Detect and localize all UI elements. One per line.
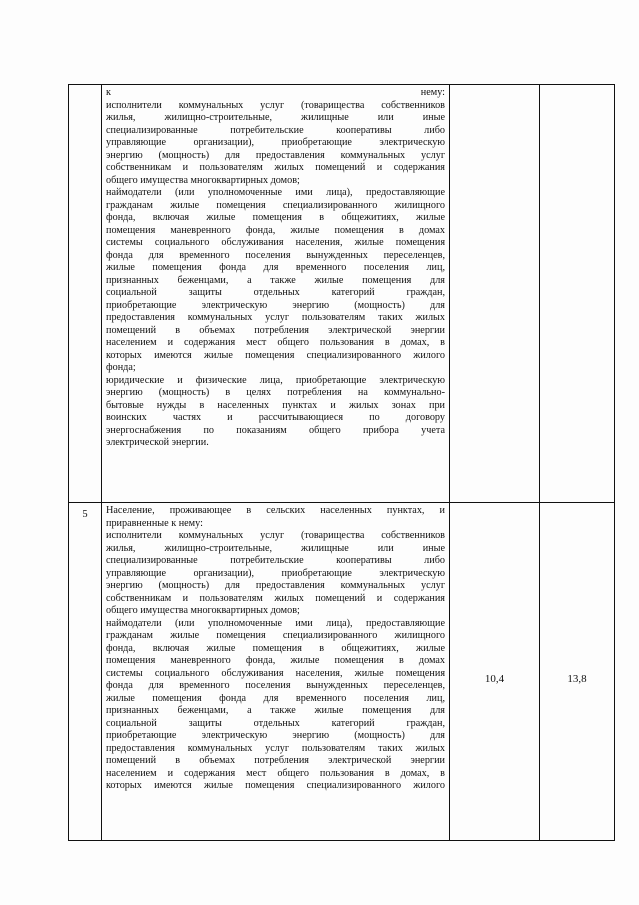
text-line: фонда для временного поселения вынужденных переселенцев, [106, 680, 445, 691]
text-line: собственникам и пользователям жилых помещений и содержания [106, 162, 445, 173]
tariff-table [68, 84, 615, 841]
text-line: управляющие организации), приобретающие электрическую [106, 567, 445, 579]
text-line: признанных беженцами, а также жилые помещения для [106, 274, 445, 286]
text-line: электрической энергии. [106, 437, 209, 448]
table-row [69, 503, 615, 841]
text-line: которых имеются жилые помещения специализированного жилого [106, 780, 445, 791]
text-line: предоставления коммунальных услуг пользователям таких жилых [106, 742, 445, 754]
text-line: системы социального обслуживания населения, жилые помещения [106, 237, 445, 248]
text-line: предоставления коммунальных услуг пользователям таких жилых [106, 312, 445, 323]
text-line: фонда; [106, 362, 136, 373]
text-line: управляющие организации), приобретающие электрическую [106, 137, 445, 148]
text-line: гражданам жилые помещения специализированного жилищного [106, 199, 445, 211]
text-line: жилые помещения фонда для временного поселения лиц, [106, 692, 445, 704]
table-row [69, 85, 615, 503]
tariff-value-2: 13,8 [540, 503, 615, 841]
row-description [102, 85, 450, 503]
text-line: бытовые нужды в населенных пунктах и жилых зонах при [106, 399, 445, 411]
text-line: жилья, жилищно-строительные, жилищные или иные [106, 112, 445, 123]
text-line: энергию (мощность) в целях потребления на коммунально- [106, 387, 445, 398]
text-line: которых имеются жилые помещения специализированного жилого [106, 349, 445, 361]
text-line: общего имущества многоквартирных домов; [106, 605, 300, 616]
text-line: населением и содержания мест общего пользования в домах, в [106, 767, 445, 779]
text-line: помещений в объемах потребления электрической энергии [106, 755, 445, 766]
text-line: собственникам и пользователям жилых помещений и содержания [106, 592, 445, 604]
text-line: к нему: [106, 87, 445, 98]
text-line: фонда для временного поселения вынужденных переселенцев, [106, 249, 445, 261]
text-line: юридические и физические лица, приобретающие электрическую [106, 374, 445, 386]
text-line: приобретающие электрическую энергию (мощность) для [106, 299, 445, 311]
text-line: Население, проживающее в сельских населенных пунктах, и [106, 505, 445, 516]
text-line: энергию (мощность) для предоставления коммунальных услуг [106, 149, 445, 161]
text-line: энергоснабжения по показаниям общего прибора учета [106, 424, 445, 436]
text-line: исполнители коммунальных услуг (товарищества собственников [106, 99, 445, 111]
text-line: приобретающие электрическую энергию (мощность) для [106, 730, 445, 741]
text-line: общего имущества многоквартирных домов; [106, 174, 300, 186]
text-line: исполнители коммунальных услуг (товарищества собственников [106, 530, 445, 541]
text-line: энергию (мощность) для предоставления коммунальных услуг [106, 580, 445, 591]
row-number [69, 85, 102, 503]
text-line: гражданам жилые помещения специализированного жилищного [106, 630, 445, 641]
text-line: населением и содержания мест общего пользования в домах, в [106, 337, 445, 348]
text-line: воинских частях и рассчитывающиеся по договору [106, 412, 445, 423]
text-line: фонда, включая жилые помещения в общежитиях, жилые [106, 212, 445, 223]
text-line: специализированные потребительские кооперативы либо [106, 555, 445, 566]
tariff-value-2 [540, 85, 615, 503]
text-line: жилые помещения фонда для временного поселения лиц, [106, 262, 445, 273]
text-line: помещений в объемах потребления электрической энергии [106, 324, 445, 336]
text-line: наймодатели (или уполномоченные ими лица), предоставляющие [106, 617, 445, 629]
text-line: помещения маневренного фонда, жилые помещения в домах [106, 655, 445, 666]
text-line: помещения маневренного фонда, жилые помещения в домах [106, 224, 445, 236]
text-line: жилья, жилищно-строительные, жилищные или иные [106, 542, 445, 554]
tariff-value-1 [450, 85, 540, 503]
text-line: социальной защиты отдельных категорий граждан, [106, 287, 445, 298]
row-number: 5 [69, 503, 102, 841]
tariff-value-1: 10,4 [450, 503, 540, 841]
text-line: социальной защиты отдельных категорий граждан, [106, 717, 445, 729]
text-line: наймодатели (или уполномоченные ими лица), предоставляющие [106, 187, 445, 198]
text-line: приравненные к нему: [106, 517, 203, 529]
text-line: специализированные потребительские кооперативы либо [106, 124, 445, 136]
text-line: признанных беженцами, а также жилые помещения для [106, 705, 445, 716]
row-description [102, 503, 450, 841]
text-line: фонда, включая жилые помещения в общежитиях, жилые [106, 642, 445, 654]
text-line: системы социального обслуживания населения, жилые помещения [106, 667, 445, 679]
